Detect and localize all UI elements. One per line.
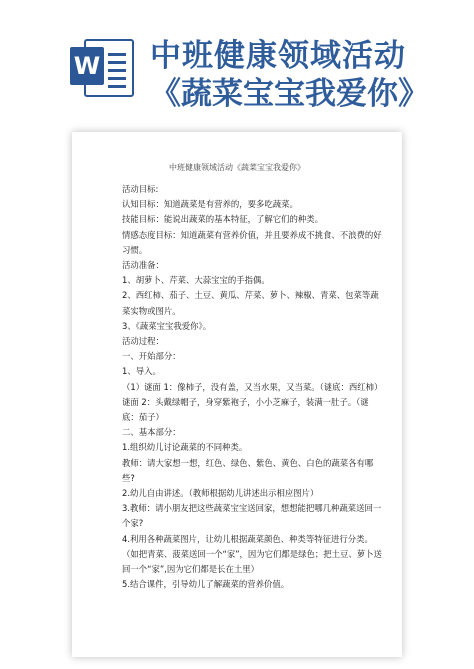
paragraph: 技能目标：能说出蔬菜的基本特征，了解它们的种类。 bbox=[122, 214, 323, 225]
document-body bbox=[122, 182, 384, 592]
banner-title-line2: 《蔬菜宝宝我爱你》 bbox=[150, 76, 429, 112]
paragraph: 情感态度目标：知道蔬菜有营养价值，并且要养成不挑食、不浪费的好习惯。 bbox=[122, 229, 382, 255]
paragraph: 谜面 2：头戴绿帽子，身穿紫袍子，小小芝麻子，装满一肚子。（谜底：茄子） bbox=[122, 396, 369, 423]
document-title: 中班健康领域活动《蔬菜宝宝我爱你》 bbox=[169, 163, 305, 172]
paragraph: 2.幼儿自由讲述。（教师根据幼儿讲述出示相应图片） bbox=[122, 488, 319, 499]
paragraph: 认知目标：知道蔬菜是有营养的，要多吃蔬菜。 bbox=[122, 199, 298, 210]
paragraph: 2、西红柿、茄子、土豆、黄瓜、芹菜、萝卜、辣椒、青菜、包菜等蔬菜实物或图片。 bbox=[122, 290, 379, 316]
paragraph: 1、导入。 bbox=[122, 366, 161, 377]
paragraph: 二、基本部分： bbox=[122, 427, 181, 438]
word-document-icon bbox=[70, 35, 132, 97]
paragraph: 3.教师：请小朋友把这些蔬菜宝宝送回家，想想能把哪几种蔬菜送回一个家? bbox=[122, 503, 382, 529]
paragraph: 一、开始部分： bbox=[122, 351, 181, 362]
paragraph: 活动目标: bbox=[122, 184, 159, 194]
paragraph: 3、《蔬菜宝宝我爱你》。 bbox=[122, 320, 212, 331]
paragraph: 活动准备： bbox=[122, 260, 164, 271]
paragraph: 1.组织幼儿讨论蔬菜的不同种类。 bbox=[122, 442, 248, 453]
document-banner bbox=[0, 0, 474, 110]
paragraph: 4.利用各种蔬菜图片，让幼儿根据蔬菜颜色、种类等特征进行分类。（如把青菜、菠菜送回一个“家”，因为它们都是绿色；把土豆、萝卜送回一个“家”,因为它们都是长在土里） bbox=[122, 533, 382, 575]
paragraph: 教师：请大家想一想，红色、绿色、紫色、黄色、白色的蔬菜各有哪些? bbox=[122, 457, 374, 483]
paragraph: （1）谜面 1：像柿子，没有盖，又当水果，又当菜。（谜底：西红柿） bbox=[122, 381, 383, 392]
paragraph: 5.结合课件，引导幼儿了解蔬菜的营养价值。 bbox=[122, 579, 290, 590]
paragraph: 1、胡萝卜、芹菜、大蒜宝宝的手指偶。 bbox=[122, 275, 270, 286]
document-page bbox=[72, 132, 402, 657]
word-letter: W bbox=[70, 47, 104, 85]
banner-title-line1: 中班健康领域活动 bbox=[150, 38, 406, 74]
paragraph: 活动过程： bbox=[122, 336, 164, 347]
